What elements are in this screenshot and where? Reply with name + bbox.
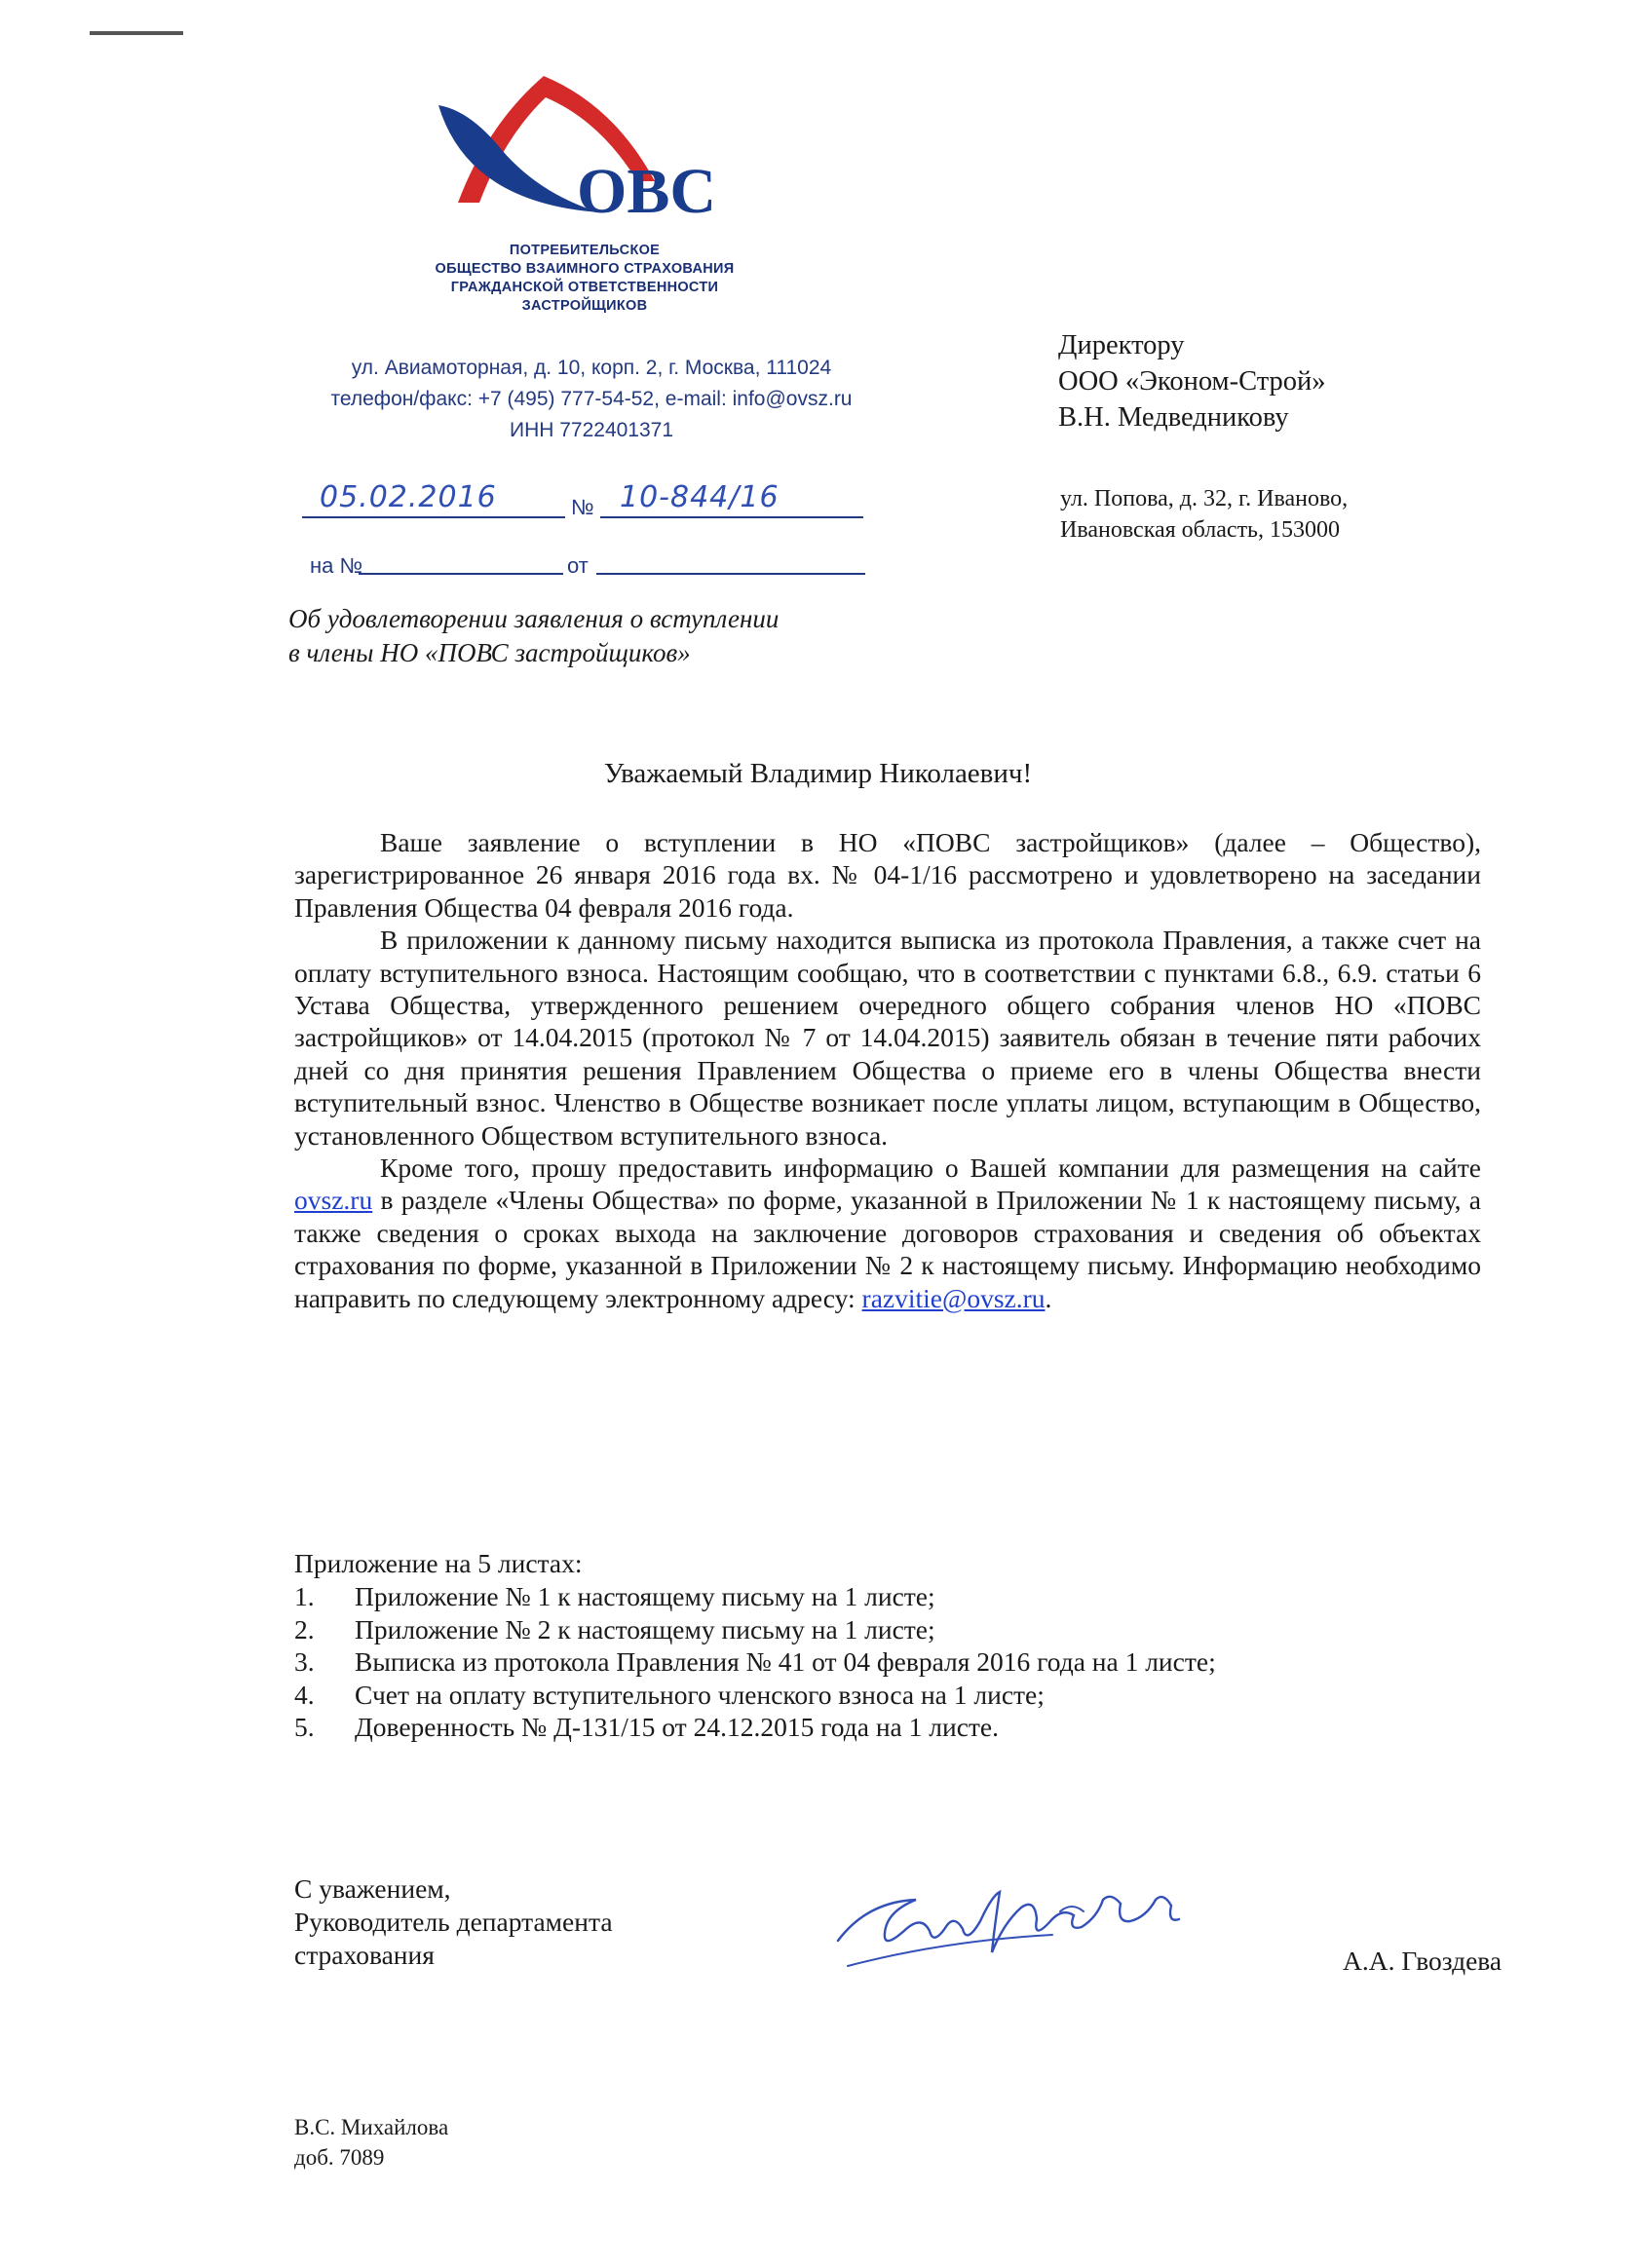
reg-number: 10-844/16 (620, 480, 780, 514)
subject-line: Об удовлетворении заявления о вступлении (288, 604, 780, 633)
org-name-line: ЗАСТРОЙЩИКОВ (521, 298, 648, 314)
attachment-item (294, 1580, 1216, 1613)
org-name-line: ГРАЖДАНСКОЙ ОТВЕТСТВЕННОСТИ (450, 280, 719, 295)
body-paragraph-1: Ваше заявление о вступлении в НО «ПОВС застройщиков» (далее – Общество), зарегистрированное 26 января 2016 года вх. № 04-1/16 рассмотрено и удовлетворено на заседании Правления Общества 04 февраля 2016 года. (294, 827, 1481, 923)
p3-text-end: . (1045, 1282, 1052, 1313)
attachment-text: Доверенность № Д-131/15 от 24.12.2015 года на 1 листе. (355, 1712, 999, 1743)
attachment-text: Приложение № 1 к настоящему письму на 1 листе; (355, 1581, 935, 1611)
signer-position: Руководитель департамента (294, 1907, 613, 1937)
closing-block (294, 1872, 613, 1972)
reg-date: 05.02.2016 (320, 480, 497, 514)
scan-edge-mark (90, 31, 183, 35)
ref-number-line (359, 551, 563, 575)
org-name-line: ОБЩЕСТВО ВЗАИМНОГО СТРАХОВАНИЯ (435, 261, 735, 277)
signer-position: страхования (294, 1940, 435, 1970)
org-phone-email: телефон/факс: +7 (495) 777-54-52, e-mail: info@ovsz.ru (330, 388, 853, 410)
attachment-item (294, 1613, 1216, 1646)
salutation: Уважаемый Владимир Николаевич! (603, 758, 1033, 789)
executor-block (294, 2112, 448, 2173)
attachment-text: Счет на оплату вступительного членского взноса на 1 листе; (355, 1679, 1045, 1710)
ref-date-line (596, 551, 865, 575)
recipient-company: ООО «Эконом-Строй» (1058, 366, 1326, 397)
recipient-address-line: Ивановская область, 153000 (1060, 517, 1341, 543)
signer-name: А.А. Гвоздева (1343, 1946, 1503, 1976)
email-link[interactable]: razvitie@ovsz.ru (861, 1282, 1046, 1313)
body-paragraph-2: В приложении к данному письму находится выписка из протокола Правления, а также счет на оплату вступительного взноса. Настоящим сообщаю, что в соответствии с пунктами 6.8., 6.9. статьи 6 Устава Общества, утвержденного решением очередного общего собрания членов НО «ПОВС застройщиков» от 14.04.2015 (протокол № 7 от 14.04.2015) заявитель обязан в течение пяти рабочих дней со дня принятия решения Правлением Общества о приеме его в члены Общества внести вступительный взнос. Членство в Обществе возникает после уплаты лицом, вступающим в Общество, установленного Обществом вступительного взноса. (294, 925, 1481, 1151)
recipient-name: В.Н. Медведникову (1058, 402, 1289, 433)
attachment-item (294, 1645, 1216, 1679)
attachment-item (294, 1679, 1216, 1712)
logo-text: ОВС (577, 156, 717, 227)
recipient-title: Директору (1058, 330, 1185, 360)
body-paragraph-3 (294, 1152, 1481, 1314)
executor-ext: доб. 7089 (294, 2145, 385, 2170)
org-name-line: ПОТРЕБИТЕЛЬСКОЕ (509, 243, 661, 258)
recipient-address (1060, 483, 1348, 546)
ovs-logo (429, 66, 750, 232)
org-address: ул. Авиамоторная, д. 10, корп. 2, г. Москва, 111024 (351, 357, 832, 379)
attachment-number: 3. (294, 1646, 315, 1678)
letter-subject (288, 602, 951, 670)
reg-number-label: № (571, 495, 594, 519)
org-contacts (285, 353, 898, 446)
attachment-text: Выписка из протокола Правления № 41 от 04 февраля 2016 года на 1 листе; (355, 1646, 1216, 1678)
letter-body (294, 826, 1481, 1314)
p3-text-start: Кроме того, прошу предоставить информацию о Вашей компании для размещения на сайте (380, 1153, 1481, 1184)
attachment-number: 1. (294, 1581, 315, 1611)
handwritten-signature (828, 1872, 1218, 1989)
ref-number-label: на № (310, 553, 363, 578)
org-name (370, 242, 799, 316)
recipient-address-line: ул. Попова, д. 32, г. Иваново, (1060, 486, 1349, 511)
executor-name: В.С. Михайлова (294, 2115, 449, 2139)
org-inn: ИНН 7722401371 (509, 419, 674, 441)
site-link[interactable]: ovsz.ru (294, 1185, 373, 1216)
attachment-number: 5. (294, 1712, 315, 1743)
p3-text-middle: в разделе «Члены Общества» по форме, указанной в Приложении № 1 к настоящему письму, а также сведения о сроках выхода на заключение договоров страхования и сведения об объектах страхования по форме, указанной в Приложении № 2 к настоящему письму. Информацию необходимо направить по следующему электронному адресу: (294, 1185, 1481, 1313)
subject-line: в члены НО «ПОВС застройщиков» (288, 638, 691, 667)
attachment-item (294, 1711, 1216, 1744)
closing-line: С уважением, (294, 1873, 451, 1904)
attachment-text: Приложение № 2 к настоящему письму на 1 листе; (355, 1613, 935, 1644)
attachment-number: 2. (294, 1613, 315, 1644)
attachment-number: 4. (294, 1679, 315, 1710)
attachments-title: Приложение на 5 листах: (294, 1548, 583, 1578)
ref-from-label: от (567, 553, 589, 578)
attachments-list (294, 1580, 1216, 1744)
recipient-block (1058, 327, 1326, 435)
